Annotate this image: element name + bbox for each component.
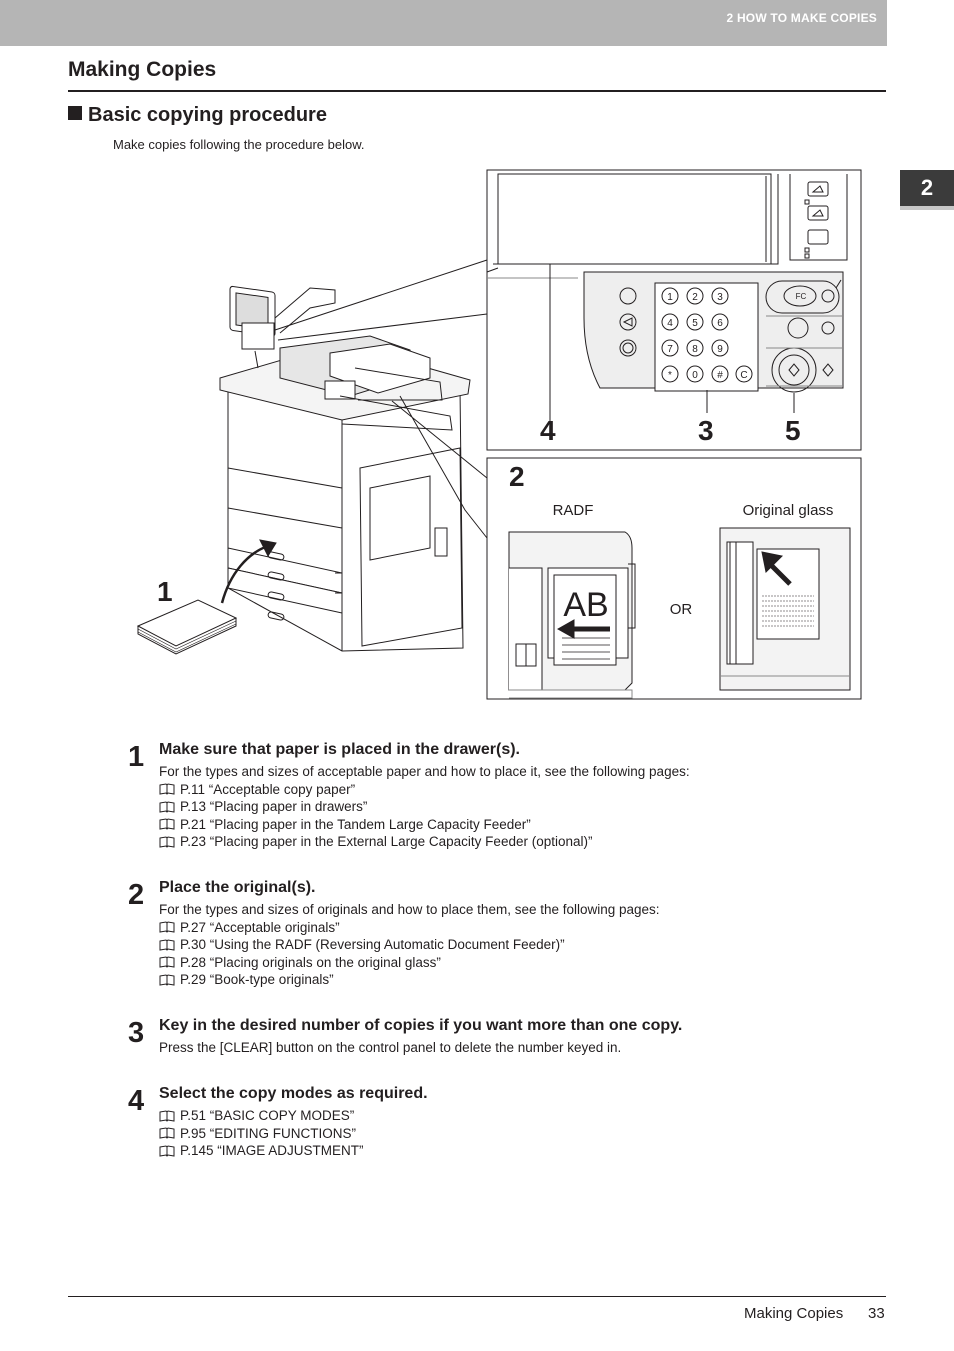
book-reference-icon (159, 783, 175, 795)
book-reference-icon (159, 939, 175, 951)
step-heading: Make sure that paper is placed in the drawer(s). (159, 741, 520, 758)
page-reference-text: P.11 “Acceptable copy paper” (180, 781, 356, 797)
or-label: OR (669, 601, 693, 618)
book-reference-icon (159, 1127, 175, 1139)
key-9[interactable]: 9 (717, 344, 723, 355)
page-reference-link[interactable] (159, 833, 690, 851)
step-heading: Select the copy modes as required. (159, 1085, 428, 1102)
step-body (159, 1107, 364, 1160)
callout-3: 3 (698, 415, 714, 446)
paper-stack-illustration (138, 600, 236, 654)
page-number: 33 (868, 1305, 885, 1322)
callout-2: 2 (509, 461, 525, 492)
title-rule (68, 90, 886, 92)
page-title: Making Copies (68, 58, 217, 81)
key-7[interactable]: 7 (667, 344, 673, 355)
page-reference-link[interactable] (159, 954, 660, 972)
step-body (159, 901, 660, 989)
step-number: 1 (128, 741, 145, 773)
step-number: 2 (128, 879, 145, 911)
chapter-side-tab[interactable]: 2 (900, 170, 954, 210)
fc-button-label[interactable]: FC (795, 292, 807, 301)
step-heading: Place the original(s). (159, 879, 316, 896)
page-reference-link[interactable] (159, 1142, 364, 1160)
section-title (68, 104, 327, 127)
step-body (159, 763, 690, 851)
footer-section-label: Making Copies (744, 1305, 844, 1322)
book-reference-icon (159, 974, 175, 986)
callout-5: 5 (785, 415, 801, 446)
key-8[interactable]: 8 (692, 344, 698, 355)
page-reference-text: P.30 “Using the RADF (Reversing Automatic Document Feeder)” (180, 937, 565, 952)
header-band (0, 0, 887, 46)
step-description: For the types and sizes of originals and how to place them, see the following pages: (159, 902, 660, 917)
page-reference-text: P.95 “EDITING FUNCTIONS” (180, 1125, 357, 1141)
key-4[interactable]: 4 (667, 318, 673, 329)
page-reference-text: P.29 “Book-type originals” (180, 972, 334, 987)
book-reference-icon (159, 836, 175, 848)
book-reference-icon (159, 818, 175, 830)
page-reference-link[interactable] (159, 816, 690, 834)
step-description: For the types and sizes of acceptable paper and how to place it, see the following pages: (159, 764, 690, 779)
page-reference-link[interactable] (159, 781, 690, 799)
key-2[interactable]: 2 (692, 292, 698, 303)
key-star[interactable]: * (668, 370, 672, 381)
page-reference-text: P.27 “Acceptable originals” (180, 919, 340, 935)
section-title-text: Basic copying procedure (88, 104, 327, 126)
step-body (159, 1039, 621, 1057)
page-reference-link[interactable] (159, 1107, 364, 1125)
page-reference-text: P.145 “IMAGE ADJUSTMENT” (180, 1143, 364, 1158)
original-document-letters: AB (563, 586, 609, 624)
key-6[interactable]: 6 (717, 318, 723, 329)
book-reference-icon (159, 1145, 175, 1157)
key-3[interactable]: 3 (717, 292, 723, 303)
page-reference-link[interactable] (159, 798, 690, 816)
step-number: 4 (128, 1085, 145, 1117)
procedure-figure (130, 168, 865, 703)
footer-rule (68, 1296, 886, 1297)
radf-label: RADF (552, 502, 594, 519)
intro-text: Make copies following the procedure below. (113, 137, 365, 152)
callout-1: 1 (157, 576, 173, 607)
book-reference-icon (159, 1110, 175, 1122)
original-glass-illustration (720, 528, 850, 690)
page-reference-text: P.23 “Placing paper in the External Large Capacity Feeder (optional)” (180, 834, 593, 849)
page-reference-link[interactable] (159, 1125, 364, 1143)
page-reference-text: P.13 “Placing paper in drawers” (180, 799, 368, 814)
step-heading: Key in the desired number of copies if you want more than one copy. (159, 1017, 683, 1034)
page-reference-text: P.21 “Placing paper in the Tandem Large Capacity Feeder” (180, 816, 531, 832)
key-1[interactable]: 1 (667, 292, 673, 303)
page-reference-text: P.51 “BASIC COPY MODES” (180, 1108, 355, 1123)
key-0[interactable]: 0 (692, 370, 698, 381)
original-glass-label: Original glass (742, 502, 834, 519)
step-description: Press the [CLEAR] button on the control panel to delete the number keyed in. (159, 1040, 622, 1055)
page-reference-text: P.28 “Placing originals on the original glass” (180, 954, 441, 970)
page-reference-link[interactable] (159, 919, 660, 937)
page-reference-link[interactable] (159, 936, 660, 954)
chapter-title: 2 HOW TO MAKE COPIES (726, 11, 877, 25)
page-reference-link[interactable] (159, 971, 660, 989)
step-number: 3 (128, 1017, 145, 1049)
book-reference-icon (159, 921, 175, 933)
callout-4: 4 (540, 415, 556, 446)
book-reference-icon (159, 956, 175, 968)
key-5[interactable]: 5 (692, 318, 698, 329)
copier-illustration (220, 286, 470, 651)
key-clear[interactable]: C (740, 370, 748, 381)
touch-panel-display (498, 174, 771, 264)
book-reference-icon (159, 801, 175, 813)
key-hash[interactable]: # (717, 370, 723, 381)
panel-leader-lines (275, 260, 487, 340)
square-bullet-icon (68, 106, 82, 120)
